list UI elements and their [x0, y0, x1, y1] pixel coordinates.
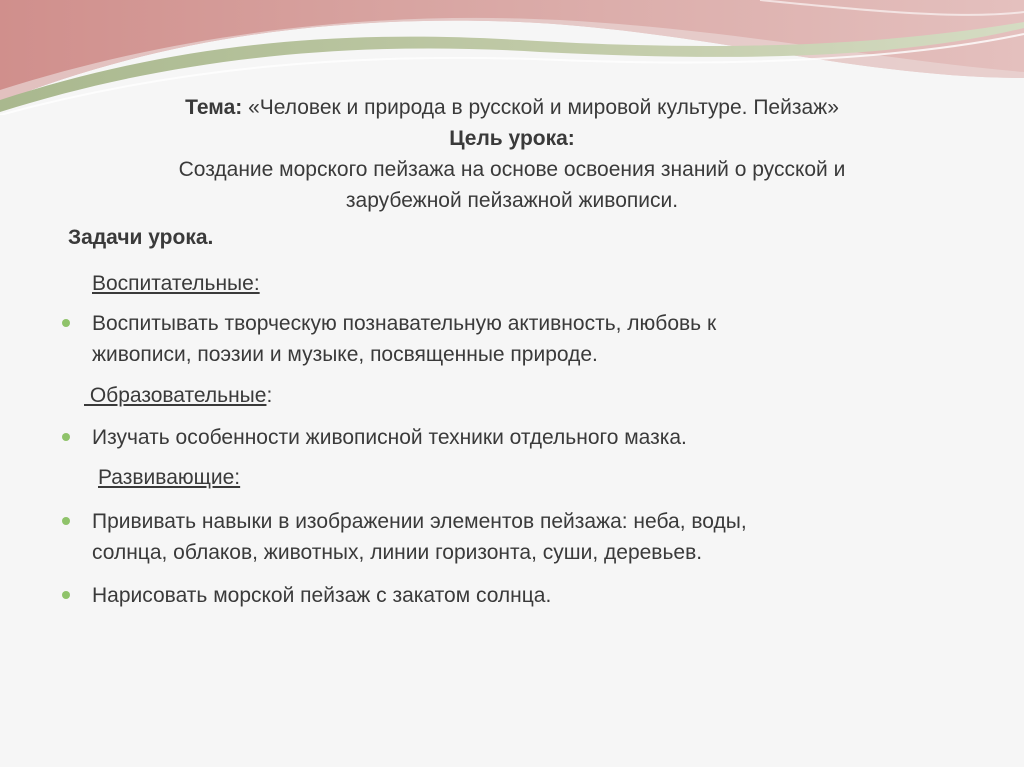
developing-bullet-line-1: Прививать навыки в изображении элементов пейзажа: неба, воды,	[92, 510, 747, 533]
topic-label: Тема:	[185, 96, 243, 119]
developing-subheading: Развивающие:	[98, 466, 241, 489]
learning-subheading	[84, 380, 272, 411]
topic-text: «Человек и природа в русской и мировой культуре. Пейзаж»	[248, 96, 839, 119]
developing-bullet	[62, 506, 942, 568]
learning-subheading-colon: :	[266, 384, 273, 407]
slide-title-block	[40, 92, 984, 216]
learning-subheading-label: Образовательные	[84, 384, 267, 407]
learning-bullet-text: Изучать особенности живописной техники отдельного мазка.	[92, 426, 687, 449]
bullet-icon	[62, 591, 70, 599]
bullet-icon	[62, 517, 70, 525]
goal-label: Цель урока:	[449, 127, 575, 150]
educational-bullet	[62, 308, 942, 370]
goal-text-line-2: зарубежной пейзажной живописи.	[345, 189, 679, 212]
bullet-icon	[62, 433, 70, 441]
topic-line	[40, 92, 984, 123]
educational-subheading: Воспитательные:	[92, 272, 260, 295]
educational-bullet-line-2: живописи, поэзии и музыке, посвященные природе.	[92, 343, 598, 366]
goal-text-line-1: Создание морского пейзажа на основе освоения знаний о русской и	[178, 158, 846, 181]
educational-bullet-line-1: Воспитывать творческую познавательную активность, любовь к	[92, 312, 717, 335]
final-bullet	[62, 580, 942, 611]
learning-bullet	[62, 422, 942, 453]
final-bullet-text: Нарисовать морской пейзаж с закатом солнца.	[92, 584, 552, 607]
tasks-heading: Задачи урока.	[68, 226, 214, 249]
developing-bullet-line-2: солнца, облаков, животных, линии горизонта, суши, деревьев.	[92, 541, 703, 564]
bullet-icon	[62, 319, 70, 327]
